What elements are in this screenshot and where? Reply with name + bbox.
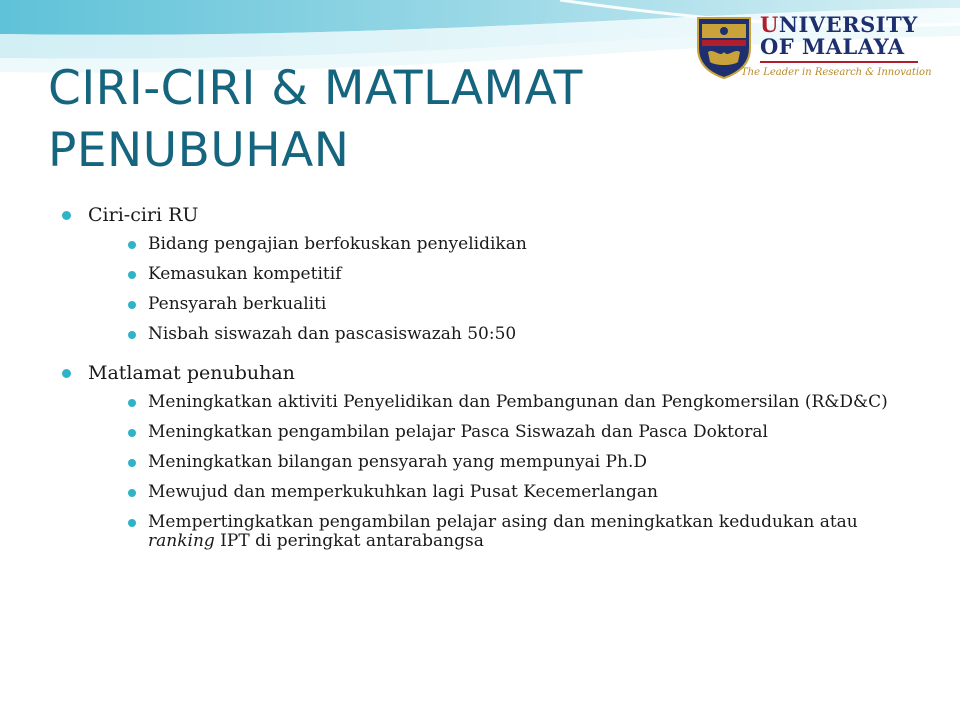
bullet-icon <box>128 519 136 527</box>
university-tagline: The Leader in Research & Innovation <box>741 67 932 78</box>
list-item-text: Nisbah siswazah dan pascasiswazah 50:50 <box>148 324 517 344</box>
list-item-text: Kemasukan kompetitif <box>148 264 342 284</box>
list-item-text: Bidang pengajian berfokuskan penyelidikan <box>148 234 527 254</box>
list-item <box>126 295 918 314</box>
list-item-text: Meningkatkan aktiviti Penyelidikan dan Pembangunan dan Pengkomersilan (R&D&C) <box>148 392 888 412</box>
university-name-line2: OF MALAYA <box>760 34 905 59</box>
bullet-icon <box>128 399 136 407</box>
list-item <box>126 423 918 442</box>
university-name <box>760 14 932 58</box>
section-matlamat-penubuhan <box>60 361 930 551</box>
logo-divider <box>760 61 918 63</box>
list-item-text-before: Mempertingkatkan pengambilan pelajar asing dan meningkatkan kedudukan atau <box>148 512 858 532</box>
sub-bullet-list <box>88 393 930 551</box>
list-item-text: Pensyarah berkualiti <box>148 294 327 314</box>
list-item <box>126 513 918 551</box>
section-heading: Matlamat penubuhan <box>88 362 295 384</box>
list-item <box>126 325 918 344</box>
university-name-initial: U <box>760 12 779 37</box>
bullet-icon <box>128 271 136 279</box>
list-item <box>126 235 918 254</box>
list-item <box>126 265 918 284</box>
section-heading: Ciri-ciri RU <box>88 204 199 226</box>
bullet-icon <box>128 429 136 437</box>
university-name-line1: NIVERSITY <box>778 12 918 37</box>
bullet-icon <box>62 211 71 220</box>
list-item <box>126 453 918 472</box>
bullet-icon <box>128 241 136 249</box>
bullet-icon <box>62 369 71 378</box>
list-item-text: Meningkatkan pengambilan pelajar Pasca Siswazah dan Pasca Doktoral <box>148 422 768 442</box>
bullet-icon <box>128 459 136 467</box>
bullet-list <box>60 203 930 551</box>
section-ciri-ciri-ru <box>60 203 930 344</box>
slide-title-line2: PENUBUHAN <box>48 123 350 178</box>
list-item-text-after: IPT di peringkat antarabangsa <box>214 531 484 551</box>
list-item-emphasis: ranking <box>148 531 215 551</box>
sub-bullet-list <box>88 235 930 344</box>
slide-title <box>48 58 688 182</box>
list-item <box>126 393 918 412</box>
slide-content <box>60 203 930 562</box>
bullet-icon <box>128 301 136 309</box>
list-item-text: Meningkatkan bilangan pensyarah yang mempunyai Ph.D <box>148 452 647 472</box>
list-item-text: Mewujud dan memperkukuhkan lagi Pusat Kecemerlangan <box>148 482 658 502</box>
university-logo <box>694 14 934 84</box>
slide-title-line1: CIRI-CIRI & MATLAMAT <box>48 61 583 116</box>
list-item <box>126 483 918 502</box>
bullet-icon <box>128 489 136 497</box>
bullet-icon <box>128 331 136 339</box>
